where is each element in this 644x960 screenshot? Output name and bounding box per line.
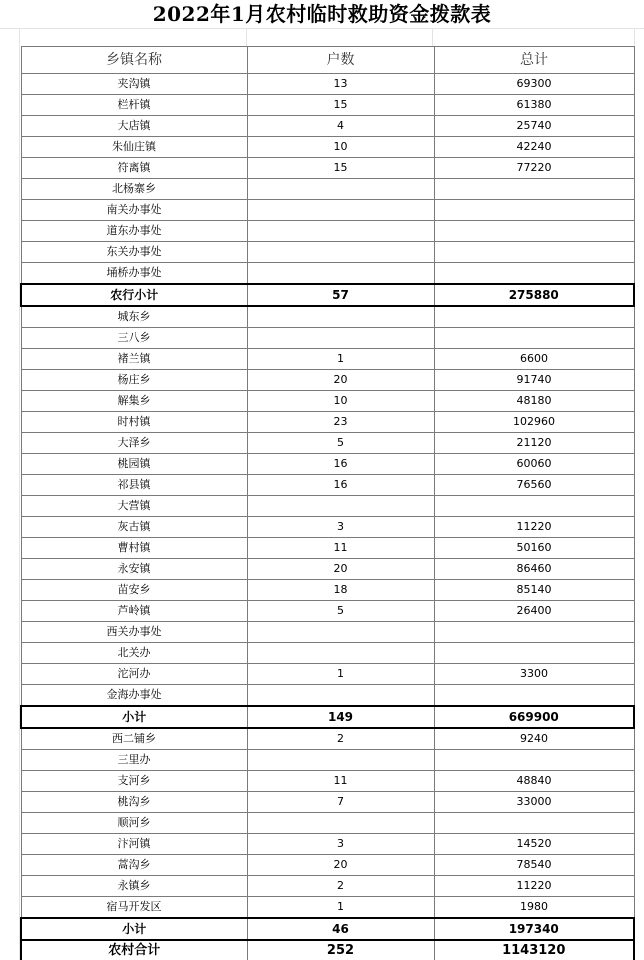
cell-town[interactable]: 符离镇 [21, 158, 247, 179]
table-row [21, 876, 634, 897]
gridline [432, 29, 433, 47]
cell-town[interactable]: 杨庄乡 [21, 370, 247, 391]
cell-town[interactable]: 小计 [21, 706, 247, 728]
cell-town[interactable]: 小计 [21, 918, 247, 940]
cell-town[interactable]: 城东乡 [21, 306, 247, 328]
cell-total[interactable]: 85140 [434, 580, 634, 601]
cell-households[interactable]: 7 [247, 792, 434, 813]
cell-town[interactable]: 沱河办 [21, 664, 247, 685]
subtotal-row [21, 284, 634, 306]
table-row [21, 685, 634, 707]
cell-town[interactable]: 西二铺乡 [21, 728, 247, 750]
table-row [21, 728, 634, 750]
cell-households[interactable]: 23 [247, 412, 434, 433]
cell-town[interactable]: 褚兰镇 [21, 349, 247, 370]
cell-households[interactable]: 20 [247, 370, 434, 391]
cell-households[interactable]: 10 [247, 391, 434, 412]
cell-total[interactable]: 48840 [434, 771, 634, 792]
cell-households[interactable]: 10 [247, 137, 434, 158]
table-row [21, 412, 634, 433]
cell-total[interactable]: 42240 [434, 137, 634, 158]
cell-town[interactable]: 北关办 [21, 643, 247, 664]
blank-spreadsheet-row [0, 28, 644, 47]
cell-households[interactable]: 1 [247, 664, 434, 685]
cell-total[interactable]: 77220 [434, 158, 634, 179]
cell-town[interactable]: 支河乡 [21, 771, 247, 792]
cell-households[interactable] [247, 643, 434, 664]
cell-town[interactable]: 芦岭镇 [21, 601, 247, 622]
cell-households[interactable]: 15 [247, 95, 434, 116]
relief-fund-table [20, 46, 635, 960]
cell-town[interactable]: 宿马开发区 [21, 897, 247, 919]
cell-households[interactable]: 11 [247, 771, 434, 792]
cell-total[interactable] [434, 328, 634, 349]
cell-households[interactable] [247, 328, 434, 349]
table-row [21, 349, 634, 370]
table-row [21, 137, 634, 158]
table-row [21, 454, 634, 475]
header-households[interactable]: 户数 [247, 47, 434, 74]
table-row [21, 622, 634, 643]
table-row [21, 242, 634, 263]
table-row [21, 263, 634, 285]
cell-total[interactable]: 14520 [434, 834, 634, 855]
table-row [21, 116, 634, 137]
cell-town[interactable]: 大泽乡 [21, 433, 247, 454]
table-row [21, 664, 634, 685]
cell-town[interactable]: 曹村镇 [21, 538, 247, 559]
cell-town[interactable]: 西关办事处 [21, 622, 247, 643]
cell-total[interactable] [434, 750, 634, 771]
cell-total[interactable]: 48180 [434, 391, 634, 412]
cell-households[interactable]: 46 [247, 918, 434, 940]
table-header-row [21, 47, 634, 74]
table-row [21, 538, 634, 559]
table-row [21, 601, 634, 622]
cell-households[interactable]: 3 [247, 834, 434, 855]
cell-town[interactable]: 顺河乡 [21, 813, 247, 834]
cell-households[interactable]: 15 [247, 158, 434, 179]
table-row [21, 559, 634, 580]
table-row [21, 813, 634, 834]
table-row [21, 306, 634, 328]
cell-households[interactable] [247, 221, 434, 242]
table-row [21, 771, 634, 792]
cell-households[interactable] [247, 685, 434, 707]
cell-total[interactable] [434, 306, 634, 328]
cell-total[interactable] [434, 221, 634, 242]
cell-town[interactable]: 金海办事处 [21, 685, 247, 707]
table-row [21, 643, 634, 664]
gridline [246, 29, 247, 47]
cell-households[interactable] [247, 750, 434, 771]
table-row [21, 517, 634, 538]
cell-households[interactable] [247, 306, 434, 328]
table-row [21, 433, 634, 454]
table-row [21, 834, 634, 855]
cell-town[interactable]: 蒿沟乡 [21, 855, 247, 876]
cell-households[interactable]: 13 [247, 74, 434, 95]
cell-total[interactable]: 9240 [434, 728, 634, 750]
cell-total[interactable] [434, 242, 634, 263]
cell-town[interactable]: 灰古镇 [21, 517, 247, 538]
cell-town[interactable]: 北杨寨乡 [21, 179, 247, 200]
cell-town[interactable]: 解集乡 [21, 391, 247, 412]
cell-households[interactable] [247, 200, 434, 221]
cell-total[interactable]: 91740 [434, 370, 634, 391]
cell-households[interactable] [247, 622, 434, 643]
cell-total[interactable]: 26400 [434, 601, 634, 622]
cell-total[interactable] [434, 643, 634, 664]
cell-town[interactable]: 夹沟镇 [21, 74, 247, 95]
cell-total[interactable]: 102960 [434, 412, 634, 433]
table-row [21, 74, 634, 95]
cell-households[interactable]: 1 [247, 349, 434, 370]
subtotal-row [21, 918, 634, 940]
cell-town[interactable]: 永安镇 [21, 559, 247, 580]
cell-total[interactable]: 197340 [434, 918, 634, 940]
cell-total[interactable]: 11220 [434, 876, 634, 897]
cell-households[interactable]: 16 [247, 454, 434, 475]
header-town[interactable]: 乡镇名称 [21, 47, 247, 74]
cell-town[interactable]: 三八乡 [21, 328, 247, 349]
table-row [21, 179, 634, 200]
cell-town[interactable]: 农村合计 [21, 940, 247, 960]
cell-total[interactable] [434, 179, 634, 200]
cell-town[interactable]: 大店镇 [21, 116, 247, 137]
cell-households[interactable]: 2 [247, 728, 434, 750]
table-row [21, 370, 634, 391]
cell-town[interactable]: 栏杆镇 [21, 95, 247, 116]
cell-town[interactable]: 祁县镇 [21, 475, 247, 496]
cell-total[interactable]: 78540 [434, 855, 634, 876]
table-row [21, 475, 634, 496]
cell-town[interactable]: 汴河镇 [21, 834, 247, 855]
cell-total[interactable]: 669900 [434, 706, 634, 728]
cell-town[interactable]: 桃园镇 [21, 454, 247, 475]
table-row [21, 750, 634, 771]
cell-total[interactable] [434, 200, 634, 221]
cell-households[interactable] [247, 496, 434, 517]
table-row [21, 496, 634, 517]
cell-households[interactable]: 5 [247, 433, 434, 454]
cell-town[interactable]: 道东办事处 [21, 221, 247, 242]
cell-total[interactable]: 6600 [434, 349, 634, 370]
table-row [21, 580, 634, 601]
cell-town[interactable]: 东关办事处 [21, 242, 247, 263]
cell-town[interactable]: 三里办 [21, 750, 247, 771]
cell-total[interactable]: 60060 [434, 454, 634, 475]
cell-total[interactable]: 21120 [434, 433, 634, 454]
cell-total[interactable]: 25740 [434, 116, 634, 137]
cell-total[interactable]: 275880 [434, 284, 634, 306]
cell-total[interactable]: 86460 [434, 559, 634, 580]
sheet-title: 2022年1月农村临时救助资金拨款表 [152, 2, 492, 26]
left-margin-column [0, 28, 20, 960]
subtotal-row [21, 706, 634, 728]
table-row [21, 158, 634, 179]
right-margin-column [634, 28, 644, 960]
cell-households[interactable] [247, 179, 434, 200]
cell-households[interactable]: 16 [247, 475, 434, 496]
cell-households[interactable]: 3 [247, 517, 434, 538]
header-total[interactable]: 总计 [434, 47, 634, 74]
cell-households[interactable]: 18 [247, 580, 434, 601]
table-row [21, 855, 634, 876]
cell-households[interactable]: 5 [247, 601, 434, 622]
cell-total[interactable]: 3300 [434, 664, 634, 685]
cell-households[interactable]: 11 [247, 538, 434, 559]
cell-town[interactable]: 时村镇 [21, 412, 247, 433]
cell-town[interactable]: 大营镇 [21, 496, 247, 517]
cell-total[interactable]: 61380 [434, 95, 634, 116]
table-row [21, 391, 634, 412]
cell-total[interactable]: 50160 [434, 538, 634, 559]
cell-total[interactable]: 69300 [434, 74, 634, 95]
cell-total[interactable]: 1980 [434, 897, 634, 919]
table-row [21, 792, 634, 813]
cell-total[interactable] [434, 622, 634, 643]
cell-households[interactable] [247, 263, 434, 285]
cell-town[interactable]: 永镇乡 [21, 876, 247, 897]
table-row [21, 95, 634, 116]
cell-households[interactable]: 252 [247, 940, 434, 960]
cell-town[interactable]: 农行小计 [21, 284, 247, 306]
table-row [21, 897, 634, 919]
cell-town[interactable]: 苗安乡 [21, 580, 247, 601]
table-row [21, 200, 634, 221]
cell-town[interactable]: 桃沟乡 [21, 792, 247, 813]
cell-total[interactable]: 33000 [434, 792, 634, 813]
cell-total[interactable]: 76560 [434, 475, 634, 496]
cell-households[interactable]: 57 [247, 284, 434, 306]
cell-households[interactable]: 20 [247, 559, 434, 580]
cell-households[interactable] [247, 242, 434, 263]
table-row [21, 221, 634, 242]
cell-total[interactable] [434, 263, 634, 285]
cell-households[interactable]: 4 [247, 116, 434, 137]
cell-total[interactable] [434, 813, 634, 834]
cell-households[interactable]: 1 [247, 897, 434, 919]
cell-total[interactable] [434, 496, 634, 517]
cell-households[interactable]: 2 [247, 876, 434, 897]
table-row [21, 328, 634, 349]
cell-town[interactable]: 埇桥办事处 [21, 263, 247, 285]
cell-households[interactable]: 149 [247, 706, 434, 728]
cell-town[interactable]: 朱仙庄镇 [21, 137, 247, 158]
cell-households[interactable]: 20 [247, 855, 434, 876]
grand-total-row [21, 940, 634, 960]
cell-town[interactable]: 南关办事处 [21, 200, 247, 221]
cell-households[interactable] [247, 813, 434, 834]
cell-total[interactable]: 1143120 [434, 940, 634, 960]
cell-total[interactable] [434, 685, 634, 707]
cell-total[interactable]: 11220 [434, 517, 634, 538]
